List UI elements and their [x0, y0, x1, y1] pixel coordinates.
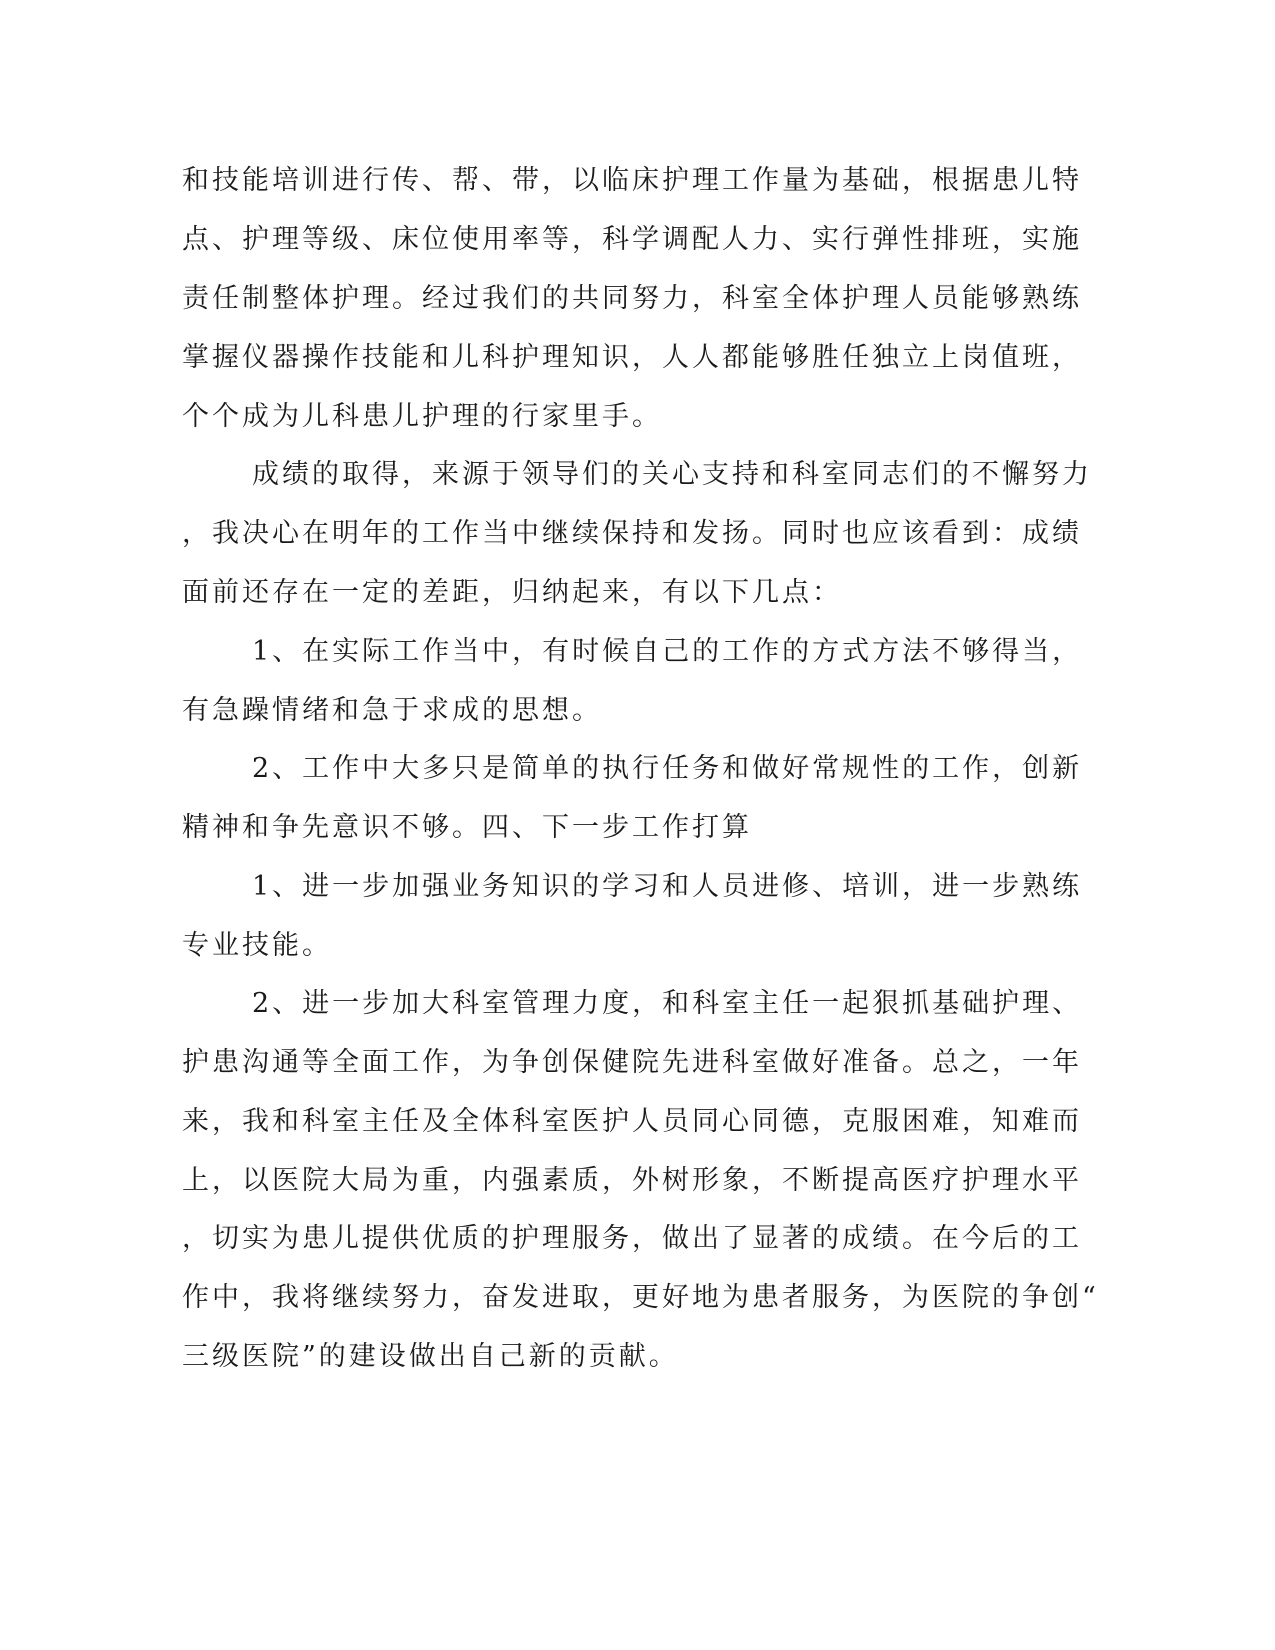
text-line: 精神和争先意识不够。四、下一步工作打算	[182, 812, 752, 843]
text-line: 三级医院”的建设做出自己新的贡献。	[182, 1341, 679, 1372]
list-item-first-line: 1、在实际工作当中，有时候自己的工作的方式方法不够得当，	[252, 636, 1083, 667]
text-line: 个个成为儿科患儿护理的行家里手。	[182, 401, 662, 432]
text-line: 掌握仪器操作技能和儿科护理知识，人人都能够胜任独立上岗值班，	[182, 342, 1082, 373]
list-item-first-line: 1、进一步加强业务知识的学习和人员进修、培训，进一步熟练	[252, 871, 1083, 902]
text-line: 有急躁情绪和急于求成的思想。	[182, 695, 602, 726]
text-line: 点、护理等级、床位使用率等，科学调配人力、实行弹性排班，实施	[182, 224, 1082, 255]
text-line: 专业技能。	[182, 930, 332, 961]
text-line: 责任制整体护理。经过我们的共同努力，科室全体护理人员能够熟练	[182, 283, 1082, 314]
list-item-first-line: 2、工作中大多只是简单的执行任务和做好常规性的工作，创新	[252, 753, 1083, 784]
text-line: 面前还存在一定的差距，归纳起来，有以下几点：	[182, 577, 842, 608]
text-line: 来，我和科室主任及全体科室医护人员同心同德，克服困难，知难而	[182, 1106, 1082, 1137]
text-line: 作中，我将继续努力，奋发进取，更好地为患者服务，为医院的争创“	[182, 1282, 1099, 1313]
text-line: ，切实为患儿提供优质的护理服务，做出了显著的成绩。在今后的工	[182, 1223, 1082, 1254]
text-line: 和技能培训进行传、帮、带，以临床护理工作量为基础，根据患儿特	[182, 165, 1082, 196]
paragraph-first-line: 成绩的取得，来源于领导们的关心支持和科室同志们的不懈努力	[252, 459, 1092, 490]
text-line: 护患沟通等全面工作，为争创保健院先进科室做好准备。总之，一年	[182, 1047, 1082, 1078]
text-line: 上，以医院大局为重，内强素质，外树形象，不断提高医疗护理水平	[182, 1165, 1082, 1196]
text-line: ，我决心在明年的工作当中继续保持和发扬。同时也应该看到：成绩	[182, 518, 1082, 549]
list-item-first-line: 2、进一步加大科室管理力度，和科室主任一起狠抓基础护理、	[252, 988, 1083, 1019]
